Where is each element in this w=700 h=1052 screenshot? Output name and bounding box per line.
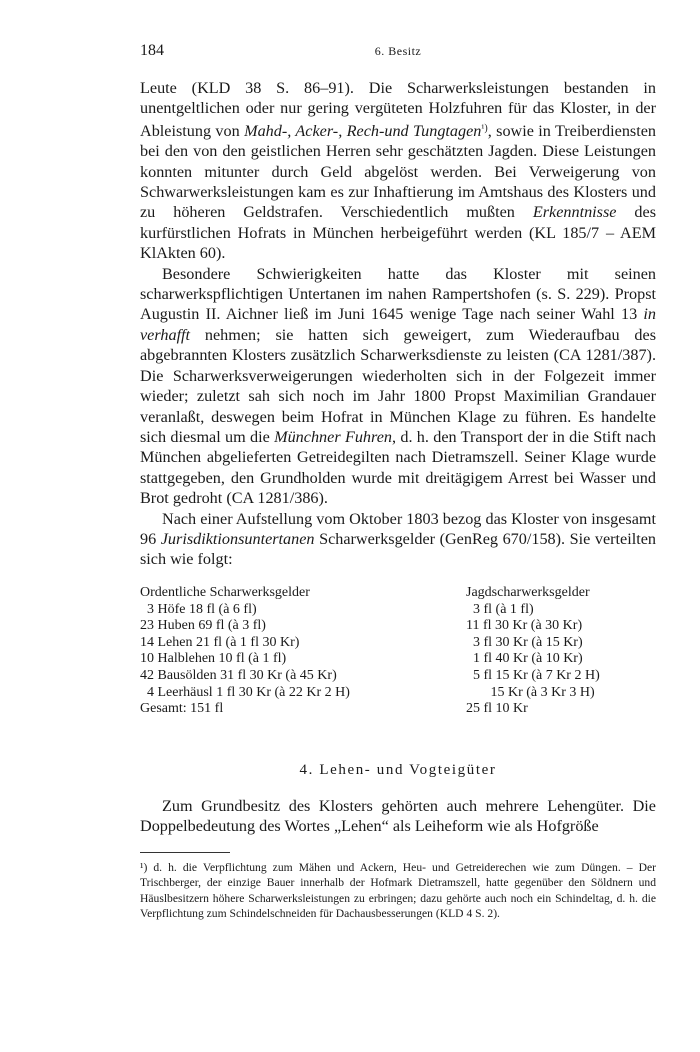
text-run: , d. h. den Transport der in die Stift nach München abgelieferten Getreidegilten nach Dietramszell. Seiner Klage wurde stattgegeben, den Grundholden wurde mit dreitägigem Arrest bei Wasser und Brot gedroht (CA 1281/386). — [140, 427, 656, 508]
table-cell: 15 Kr (à 3 Kr 3 H) — [466, 684, 595, 700]
table-cell: Gesamt: 151 fl — [140, 701, 224, 717]
section-title: 4. Lehen- und Vogteigüter — [299, 762, 497, 778]
table-column-jagd — [466, 585, 656, 718]
paragraph-4: Zum Grundbesitz des Klosters gehörten auch mehrere Lehengüter. Die Doppelbedeutung des Wortes „Lehen“ als Leiheform wie als Hofgröße — [140, 797, 656, 836]
table-cell: Jagdscharwerksgelder — [466, 585, 590, 600]
table-cell: 3 fl (à 1 fl) — [466, 601, 534, 617]
page-number: 184 — [140, 42, 164, 59]
page-header — [140, 42, 656, 64]
running-head: 6. Besitz — [374, 44, 422, 58]
table-cell: 25 fl 10 Kr — [466, 701, 528, 717]
table-cell: 14 Lehen 21 fl (à 1 fl 30 Kr) — [140, 634, 300, 650]
body-text — [140, 78, 656, 570]
table-cell: 11 fl 30 Kr (à 30 Kr) — [466, 618, 583, 634]
table-cell: 10 Halblehen 10 fl (à 1 fl) — [140, 651, 287, 667]
italic-term: Münchner Fuhren — [274, 427, 392, 446]
table-cell: 1 fl 40 Kr (à 10 Kr) — [466, 651, 583, 667]
text-run: Scharwerksgelder (GenReg 670/158). Sie verteilten sich wie folgt: — [140, 529, 657, 569]
paragraph-2 — [140, 264, 656, 509]
table-cell: 23 Huben 69 fl (à 3 fl) — [140, 618, 266, 634]
footnote-reference: ¹) — [481, 122, 488, 134]
table-cell: 3 Höfe 18 fl (à 6 fl) — [140, 601, 257, 617]
table-cell: 3 fl 30 Kr (à 15 Kr) — [466, 634, 583, 650]
text-run: Nach einer Aufstellung vom Oktober 1803 bezog das Kloster von insgesamt 96 — [140, 509, 656, 548]
footnote-rule — [140, 852, 230, 853]
table-cell: 5 fl 15 Kr (à 7 Kr 2 H) — [466, 667, 600, 683]
italic-term: Jurisdiktionsuntertanen — [160, 529, 315, 548]
text-run: , sowie in Treiberdiensten bei den von den geistlichen Herren sehr geschätzten Jagden. Diese Leistungen konnten mitunter durch Geld abgelöst werden. Bei Verweigerung von Schwarwerksleistungen kam es zur Inhaftierung im Amtshaus des Klosters und zu höheren Geldstrafen. Verschiedentlich mußten — [140, 121, 656, 222]
table-cell: 42 Bausölden 31 fl 30 Kr (à 45 Kr) — [140, 667, 337, 683]
paragraph-3 — [140, 509, 656, 570]
table-cell: Ordentliche Scharwerksgelder — [140, 585, 310, 600]
text-run: des kurfürstlichen Hofrats in München herbeigeführt werden (KL 185/7 – AEM KlAkten 60). — [140, 203, 656, 263]
footnote: ¹) d. h. die Verpflichtung zum Mähen und Ackern, Heu- und Getreiderechen wie zum Düngen. – Der Trischberger, der einzige Bauer innerhalb der Hofmark Dietramszell, hatte gegenüber den Söldnern und Häuslbesitzern höhere Scharwerksleistungen zu erbringen; dazu gehörte auch noch ein Schindeltag, d. h. die Verpflichtung zum Schindelschneiden für Dachausbesserungen (KLD 4 S. 2). — [140, 861, 656, 921]
table-column-ordentliche — [140, 585, 460, 718]
text-run: Besondere Schwierigkeiten hatte das Kloster mit seinen scharwerkspflichtigen Untertanen im nahen Rampertshofen (s. S. 229). Propst Augustin II. Aichner ließ im Juni 1645 wenige Tage nach seiner Wahl 13 — [140, 264, 656, 324]
italic-term: Mahd-, Acker-, Rech-und Tungtagen — [244, 121, 482, 140]
paragraph-1 — [140, 78, 656, 264]
italic-term: Erkenntnisse — [532, 203, 617, 222]
table-cell: 4 Leerhäusl 1 fl 30 Kr (à 22 Kr 2 H) — [140, 684, 350, 700]
italic-term: in verhafft — [140, 305, 656, 344]
body-text-continued — [140, 796, 656, 837]
text-run: Leute (KLD 38 S. 86–91). Die Scharwerksleistungen bestanden in unentgeltlichen oder nur gering vergüteten Holzfuhren für das Kloster, in der Ableistung von — [140, 79, 656, 140]
text-run: nehmen; sie hatten sich geweigert, zum Wiederaufbau des abgebrannten Klosters zusätzlich Scharwerksdienste zu leisten (CA 1281/387). Die Scharwerksverweigerungen wiederholten sich in der Folgezeit immer wieder; zuletzt sah sich noch im Jahr 1800 Propst Maximilian Grandauer veranlaßt, deswegen beim Hofrat in München Klage zu führen. Es handelte sich diesmal um die — [140, 325, 656, 446]
